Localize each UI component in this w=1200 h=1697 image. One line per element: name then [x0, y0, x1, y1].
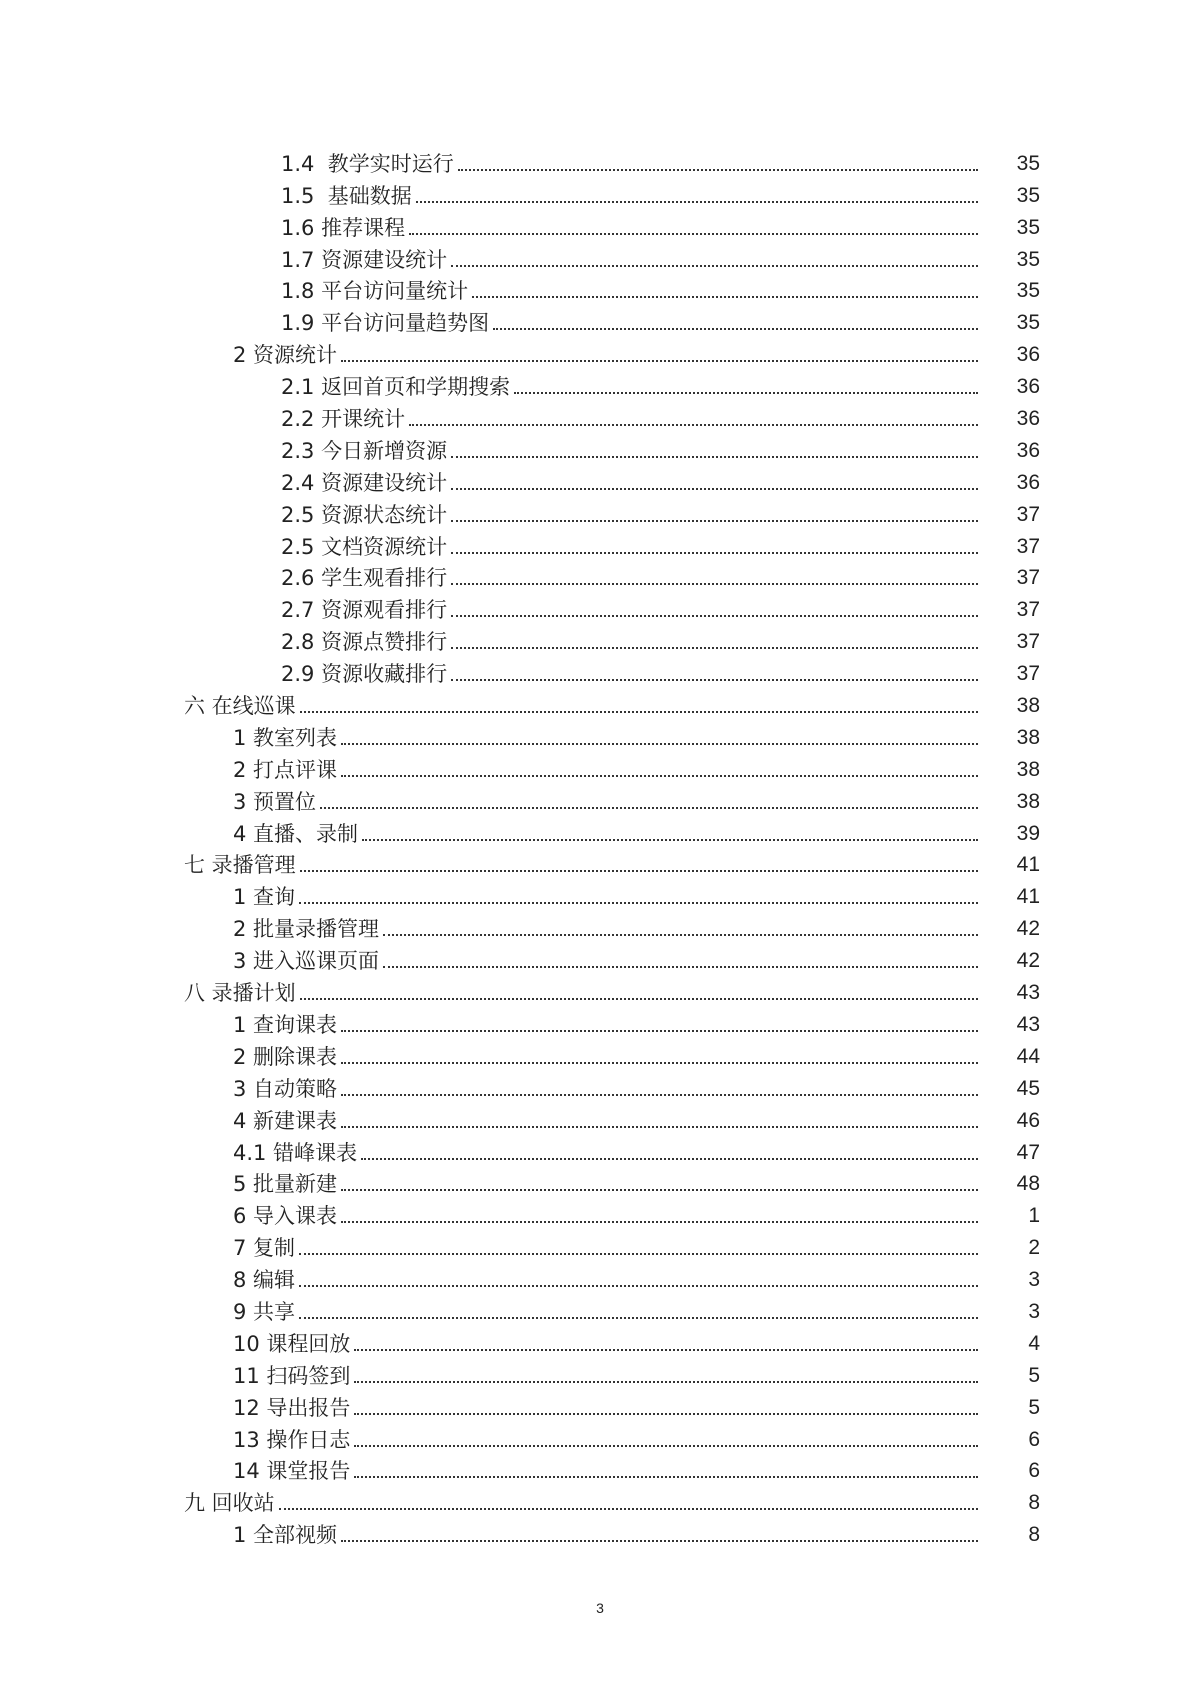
- toc-entry-title: 2.6 学生观看排行: [281, 566, 448, 591]
- toc-entry-title: 2.3 今日新增资源: [281, 438, 448, 463]
- dot-leader: [341, 1189, 978, 1191]
- toc-entry[interactable]: [0, 1102, 1040, 1134]
- toc-entry[interactable]: [0, 400, 1040, 432]
- dot-leader: [409, 424, 978, 426]
- dot-leader: [299, 1317, 978, 1319]
- toc-entry-title: 9 共享: [233, 1299, 296, 1324]
- toc-entry[interactable]: [0, 1261, 1040, 1293]
- toc-entry[interactable]: [0, 1293, 1040, 1325]
- toc-entry-page: 48: [1016, 1172, 1040, 1196]
- dot-leader: [451, 615, 978, 617]
- toc-entry[interactable]: [0, 1484, 1040, 1516]
- toc-entry-page: 37: [1016, 598, 1040, 622]
- dot-leader: [341, 743, 978, 745]
- dot-leader: [341, 1062, 978, 1064]
- toc-entry-title: 14 课堂报告: [233, 1459, 351, 1484]
- toc-entry-title: 2 打点评课: [233, 757, 338, 782]
- toc-entry-page: 5: [1028, 1363, 1040, 1387]
- dot-leader: [341, 1540, 978, 1542]
- toc-entry-title: 2.5 文档资源统计: [281, 534, 448, 559]
- toc-entry[interactable]: [0, 1453, 1040, 1485]
- toc-entry[interactable]: [0, 368, 1040, 400]
- toc-entry-title: 2 资源统计: [233, 343, 338, 368]
- toc-entry-page: 36: [1016, 343, 1040, 367]
- toc-entry-page: 38: [1016, 694, 1040, 718]
- toc-entry-title: 六 在线巡课: [184, 694, 296, 719]
- dot-leader: [299, 1253, 978, 1255]
- dot-leader: [341, 1126, 978, 1128]
- toc-entry[interactable]: [0, 528, 1040, 560]
- dot-leader: [354, 1381, 978, 1383]
- toc-entry[interactable]: [0, 304, 1040, 336]
- page-number: 3: [596, 1600, 604, 1616]
- toc-entry[interactable]: [0, 1325, 1040, 1357]
- toc-entry-page: 35: [1016, 311, 1040, 335]
- toc-entry-page: 39: [1016, 821, 1040, 845]
- dot-leader: [451, 265, 978, 267]
- toc-entry-title: 5 批量新建: [233, 1172, 338, 1197]
- toc-entry[interactable]: [0, 464, 1040, 496]
- toc-entry[interactable]: [0, 719, 1040, 751]
- toc-entry-page: 35: [1016, 183, 1040, 207]
- toc-entry-title: 3 进入巡课页面: [233, 949, 380, 974]
- toc-entry[interactable]: [0, 687, 1040, 719]
- dot-leader: [361, 1158, 978, 1160]
- toc-entry-page: 35: [1016, 247, 1040, 271]
- dot-leader: [383, 934, 978, 936]
- toc-entry-title: 13 操作日志: [233, 1427, 351, 1452]
- toc-entry-title: 2.5 资源状态统计: [281, 502, 448, 527]
- dot-leader: [451, 647, 978, 649]
- toc-entry-page: 37: [1016, 630, 1040, 654]
- toc-entry-title: 7 复制: [233, 1236, 296, 1261]
- toc-entry[interactable]: [0, 1070, 1040, 1102]
- toc-entry-page: 8: [1028, 1491, 1040, 1515]
- toc-entry[interactable]: [0, 1389, 1040, 1421]
- toc-entry[interactable]: [0, 241, 1040, 273]
- toc-entry-title: 2.8 资源点赞排行: [281, 630, 448, 655]
- table-of-contents: [0, 145, 1200, 1548]
- toc-entry-page: 38: [1016, 789, 1040, 813]
- dot-leader: [451, 488, 978, 490]
- toc-entry-title: 1 教室列表: [233, 725, 338, 750]
- toc-entry[interactable]: [0, 560, 1040, 592]
- toc-entry[interactable]: [0, 1229, 1040, 1261]
- toc-entry[interactable]: [0, 847, 1040, 879]
- toc-entry-title: 6 导入课表: [233, 1204, 338, 1229]
- toc-entry-title: 1.8 平台访问量统计: [281, 279, 469, 304]
- dot-leader: [341, 775, 978, 777]
- toc-entry-title: 九 回收站: [184, 1491, 275, 1516]
- toc-entry[interactable]: [0, 273, 1040, 305]
- toc-entry[interactable]: [0, 1516, 1040, 1548]
- toc-entry-page: 37: [1016, 662, 1040, 686]
- toc-entry-page: 38: [1016, 757, 1040, 781]
- toc-entry[interactable]: [0, 815, 1040, 847]
- toc-entry-page: 42: [1016, 949, 1040, 973]
- dot-leader: [458, 169, 978, 171]
- toc-entry-page: 4: [1028, 1331, 1040, 1355]
- toc-entry-title: 3 自动策略: [233, 1076, 338, 1101]
- toc-entry[interactable]: [0, 623, 1040, 655]
- dot-leader: [341, 360, 978, 362]
- toc-entry-page: 36: [1016, 438, 1040, 462]
- toc-entry-page: 5: [1028, 1395, 1040, 1419]
- dot-leader: [354, 1476, 978, 1478]
- toc-entry-page: 44: [1016, 1044, 1040, 1068]
- toc-entry[interactable]: [0, 496, 1040, 528]
- toc-entry-title: 2 批量录播管理: [233, 917, 380, 942]
- toc-entry[interactable]: [0, 910, 1040, 942]
- toc-entry[interactable]: [0, 751, 1040, 783]
- toc-entry-page: 8: [1028, 1523, 1040, 1547]
- toc-entry[interactable]: [0, 432, 1040, 464]
- toc-entry-title: 8 编辑: [233, 1268, 296, 1293]
- toc-entry-title: 2.4 资源建设统计: [281, 470, 448, 495]
- toc-entry-page: 37: [1016, 502, 1040, 526]
- toc-entry-title: 2.2 开课统计: [281, 407, 406, 432]
- toc-entry-page: 42: [1016, 917, 1040, 941]
- dot-leader: [383, 966, 978, 968]
- toc-entry-page: 2: [1028, 1236, 1040, 1260]
- toc-entry-page: 45: [1016, 1076, 1040, 1100]
- dot-leader: [409, 233, 978, 235]
- toc-entry-title: 1.6 推荐课程: [281, 215, 406, 240]
- dot-leader: [300, 711, 978, 713]
- toc-entry-title: 2 删除课表: [233, 1044, 338, 1069]
- toc-entry-page: 46: [1016, 1108, 1040, 1132]
- dot-leader: [279, 1508, 978, 1510]
- toc-entry-page: 3: [1028, 1268, 1040, 1292]
- toc-entry[interactable]: [0, 336, 1040, 368]
- dot-leader: [300, 870, 978, 872]
- toc-entry[interactable]: [0, 655, 1040, 687]
- dot-leader: [354, 1445, 978, 1447]
- toc-entry[interactable]: [0, 1134, 1040, 1166]
- dot-leader: [451, 552, 978, 554]
- dot-leader: [472, 296, 978, 298]
- toc-entry-page: 36: [1016, 407, 1040, 431]
- toc-entry[interactable]: [0, 878, 1040, 910]
- toc-entry-page: 41: [1016, 853, 1040, 877]
- toc-entry-page: 35: [1016, 151, 1040, 175]
- toc-entry-title: 1.4 教学实时运行: [281, 151, 454, 176]
- dot-leader: [320, 807, 978, 809]
- dot-leader: [451, 679, 978, 681]
- toc-entry-page: 41: [1016, 885, 1040, 909]
- toc-entry-title: 八 录播计划: [184, 981, 296, 1006]
- toc-entry-title: 12 导出报告: [233, 1395, 351, 1420]
- toc-entry[interactable]: [0, 942, 1040, 974]
- dot-leader: [416, 201, 978, 203]
- toc-entry[interactable]: [0, 1197, 1040, 1229]
- toc-entry-title: 4 直播、录制: [233, 821, 359, 846]
- toc-entry-page: 6: [1028, 1427, 1040, 1451]
- dot-leader: [354, 1349, 978, 1351]
- dot-leader: [341, 1221, 978, 1223]
- toc-entry[interactable]: [0, 974, 1040, 1006]
- toc-entry[interactable]: [0, 1006, 1040, 1038]
- toc-entry-page: 1: [1028, 1204, 1040, 1228]
- dot-leader: [362, 839, 978, 841]
- toc-entry-title: 1.5 基础数据: [281, 183, 412, 208]
- dot-leader: [299, 902, 978, 904]
- toc-entry-page: 37: [1016, 534, 1040, 558]
- dot-leader: [341, 1030, 978, 1032]
- toc-entry-page: 35: [1016, 279, 1040, 303]
- toc-entry[interactable]: [0, 177, 1040, 209]
- toc-entry-title: 2.9 资源收藏排行: [281, 662, 448, 687]
- toc-entry-title: 1 查询: [233, 885, 296, 910]
- toc-entry-title: 11 扫码签到: [233, 1363, 351, 1388]
- dot-leader: [354, 1413, 978, 1415]
- dot-leader: [300, 998, 978, 1000]
- toc-entry-page: 6: [1028, 1459, 1040, 1483]
- toc-entry-title: 10 课程回放: [233, 1331, 351, 1356]
- dot-leader: [493, 328, 978, 330]
- toc-entry[interactable]: [0, 1421, 1040, 1453]
- toc-entry-page: 3: [1028, 1299, 1040, 1323]
- dot-leader: [451, 520, 978, 522]
- toc-entry-page: 38: [1016, 725, 1040, 749]
- toc-entry[interactable]: [0, 783, 1040, 815]
- toc-entry-page: 35: [1016, 215, 1040, 239]
- toc-entry-page: 36: [1016, 375, 1040, 399]
- toc-entry-title: 1.9 平台访问量趋势图: [281, 311, 490, 336]
- toc-entry-title: 2.7 资源观看排行: [281, 598, 448, 623]
- dot-leader: [451, 456, 978, 458]
- toc-entry-title: 4.1 错峰课表: [233, 1140, 358, 1165]
- toc-entry-title: 2.1 返回首页和学期搜索: [281, 375, 511, 400]
- toc-entry-title: 1 全部视频: [233, 1523, 338, 1548]
- toc-entry-page: 37: [1016, 566, 1040, 590]
- toc-entry[interactable]: [0, 209, 1040, 241]
- dot-leader: [514, 392, 978, 394]
- dot-leader: [451, 583, 978, 585]
- toc-entry[interactable]: [0, 591, 1040, 623]
- toc-entry-title: 4 新建课表: [233, 1108, 338, 1133]
- toc-entry[interactable]: [0, 1357, 1040, 1389]
- toc-entry-title: 七 录播管理: [184, 853, 296, 878]
- toc-entry-page: 43: [1016, 1012, 1040, 1036]
- toc-entry[interactable]: [0, 1038, 1040, 1070]
- toc-entry-page: 36: [1016, 470, 1040, 494]
- toc-entry-page: 43: [1016, 981, 1040, 1005]
- toc-entry-title: 1 查询课表: [233, 1012, 338, 1037]
- toc-entry-page: 47: [1016, 1140, 1040, 1164]
- toc-entry[interactable]: [0, 145, 1040, 177]
- dot-leader: [341, 1094, 978, 1096]
- toc-entry[interactable]: [0, 1166, 1040, 1198]
- toc-entry-title: 1.7 资源建设统计: [281, 247, 448, 272]
- toc-entry-title: 3 预置位: [233, 789, 317, 814]
- dot-leader: [299, 1285, 978, 1287]
